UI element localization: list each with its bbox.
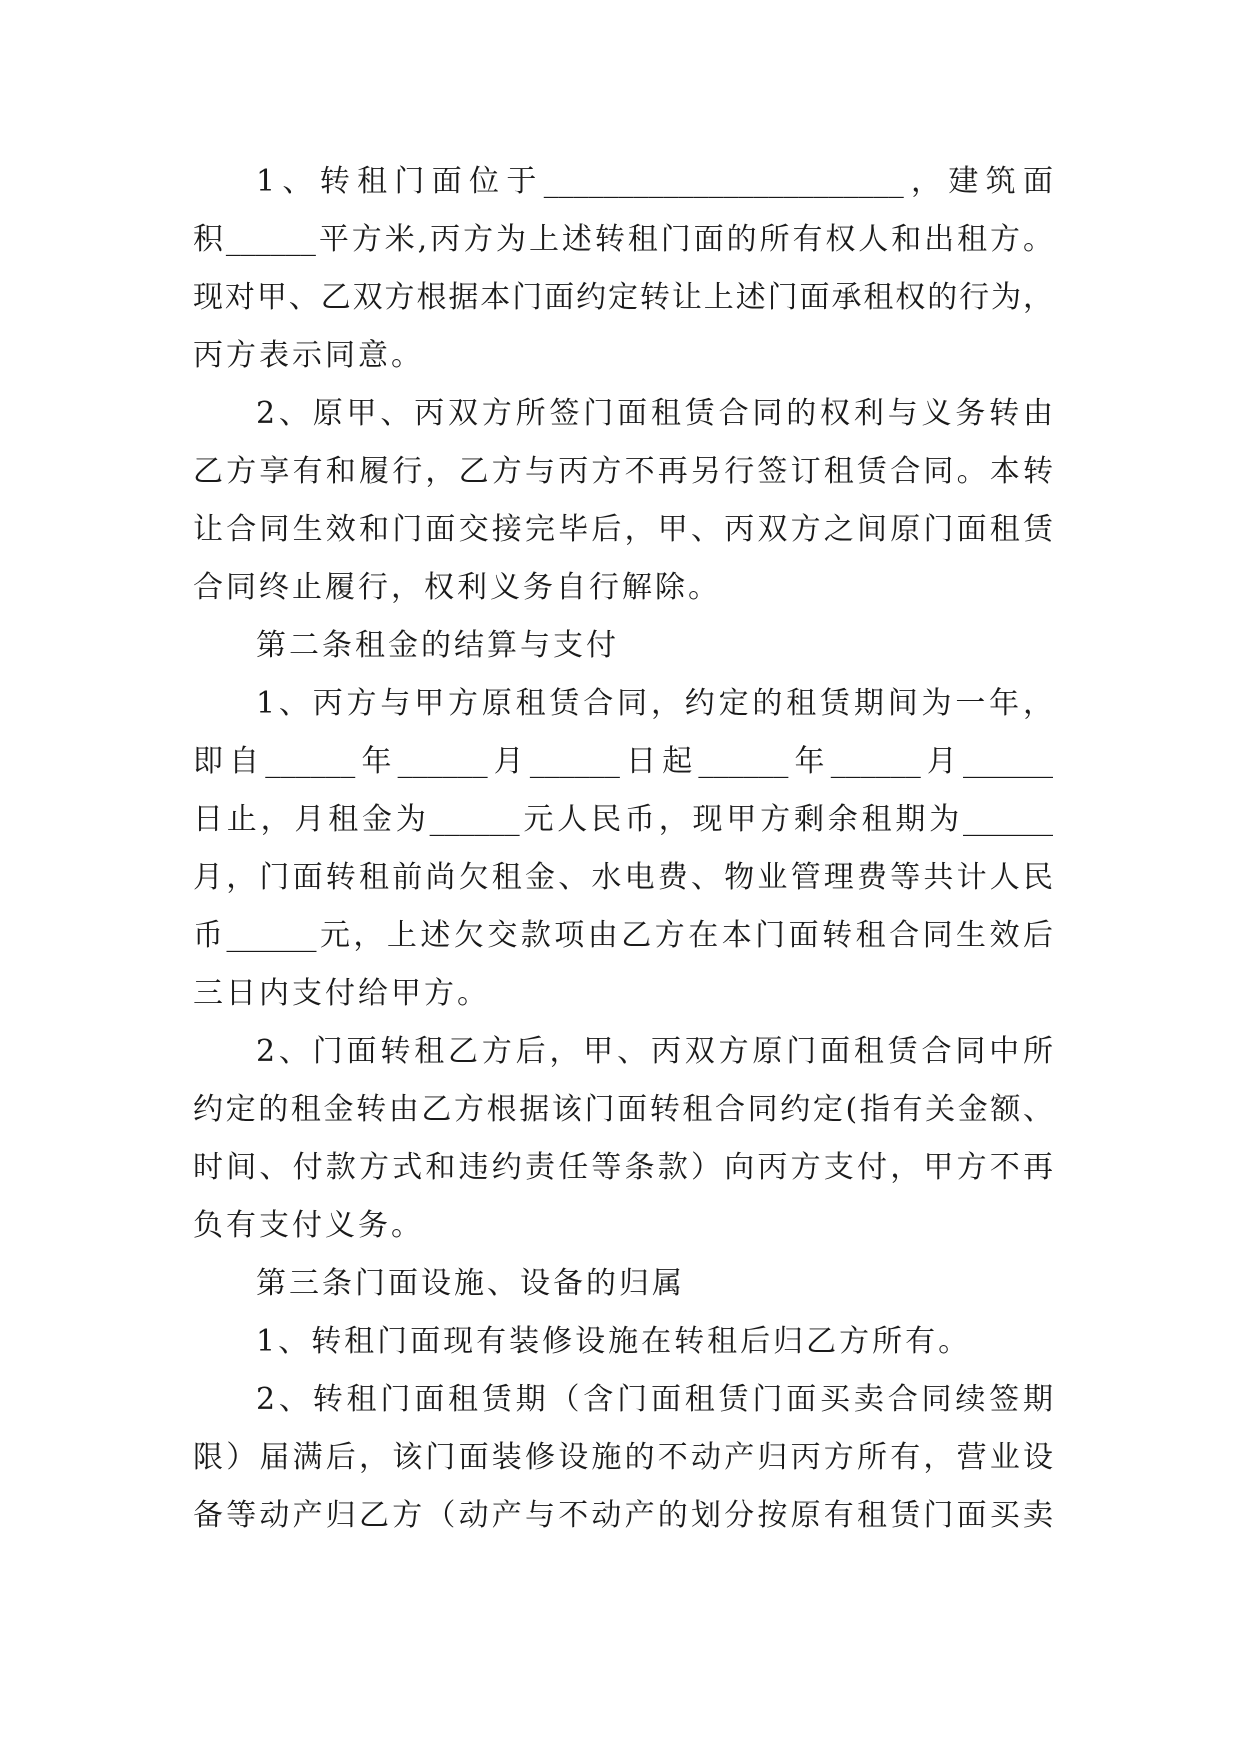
paragraph-line: 负有支付义务。 bbox=[193, 1208, 424, 1243]
paragraph-line: 三日内支付给甲方。 bbox=[193, 976, 490, 1011]
paragraph-line: 丙方表示同意。 bbox=[193, 338, 424, 373]
section-heading: 第三条门面设施、设备的归属 bbox=[256, 1266, 685, 1301]
paragraph-line: 现对甲、乙双方根据本门面约定转让上述门面承租权的行为， bbox=[193, 280, 1053, 315]
paragraph-line: 合同终止履行，权利义务自行解除。 bbox=[193, 570, 721, 605]
paragraph-line: 月，门面转租前尚欠租金、水电费、物业管理费等共计人民 bbox=[193, 860, 1053, 895]
paragraph-line: 即自______年______月______日起______年______月______ bbox=[193, 744, 1053, 779]
paragraph-line: 乙方享有和履行，乙方与丙方不再另行签订租赁合同。本转 bbox=[193, 454, 1053, 489]
paragraph-line: 积______平方米,丙方为上述转租门面的所有权人和出租方。 bbox=[193, 222, 1053, 257]
paragraph-line: 币______元，上述欠交款项由乙方在本门面转租合同生效后 bbox=[193, 918, 1053, 953]
paragraph-line: 2、原甲、丙双方所签门面租赁合同的权利与义务转由 bbox=[256, 396, 1053, 431]
paragraph-line: 备等动产归乙方（动产与不动产的划分按原有租赁门面买卖 bbox=[193, 1498, 1053, 1533]
paragraph-line: 限）届满后，该门面装修设施的不动产归丙方所有，营业设 bbox=[193, 1440, 1053, 1475]
paragraph-line: 日止，月租金为______元人民币，现甲方剩余租期为______ bbox=[193, 802, 1053, 837]
paragraph-line: 1、转租门面位于________________________，建筑面 bbox=[256, 164, 1053, 199]
paragraph-line: 时间、付款方式和违约责任等条款）向丙方支付，甲方不再 bbox=[193, 1150, 1053, 1185]
paragraph-line: 2、门面转租乙方后，甲、丙双方原门面租赁合同中所 bbox=[256, 1034, 1053, 1069]
paragraph-line: 约定的租金转由乙方根据该门面转租合同约定(指有关金额、 bbox=[193, 1092, 1053, 1127]
paragraph-line: 1、转租门面现有装修设施在转租后归乙方所有。 bbox=[256, 1324, 972, 1359]
paragraph-line: 2、转租门面租赁期（含门面租赁门面买卖合同续签期 bbox=[256, 1382, 1053, 1417]
paragraph-line: 1、丙方与甲方原租赁合同，约定的租赁期间为一年， bbox=[256, 686, 1053, 721]
paragraph-line: 让合同生效和门面交接完毕后，甲、丙双方之间原门面租赁 bbox=[193, 512, 1053, 547]
section-heading: 第二条租金的结算与支付 bbox=[256, 628, 619, 663]
